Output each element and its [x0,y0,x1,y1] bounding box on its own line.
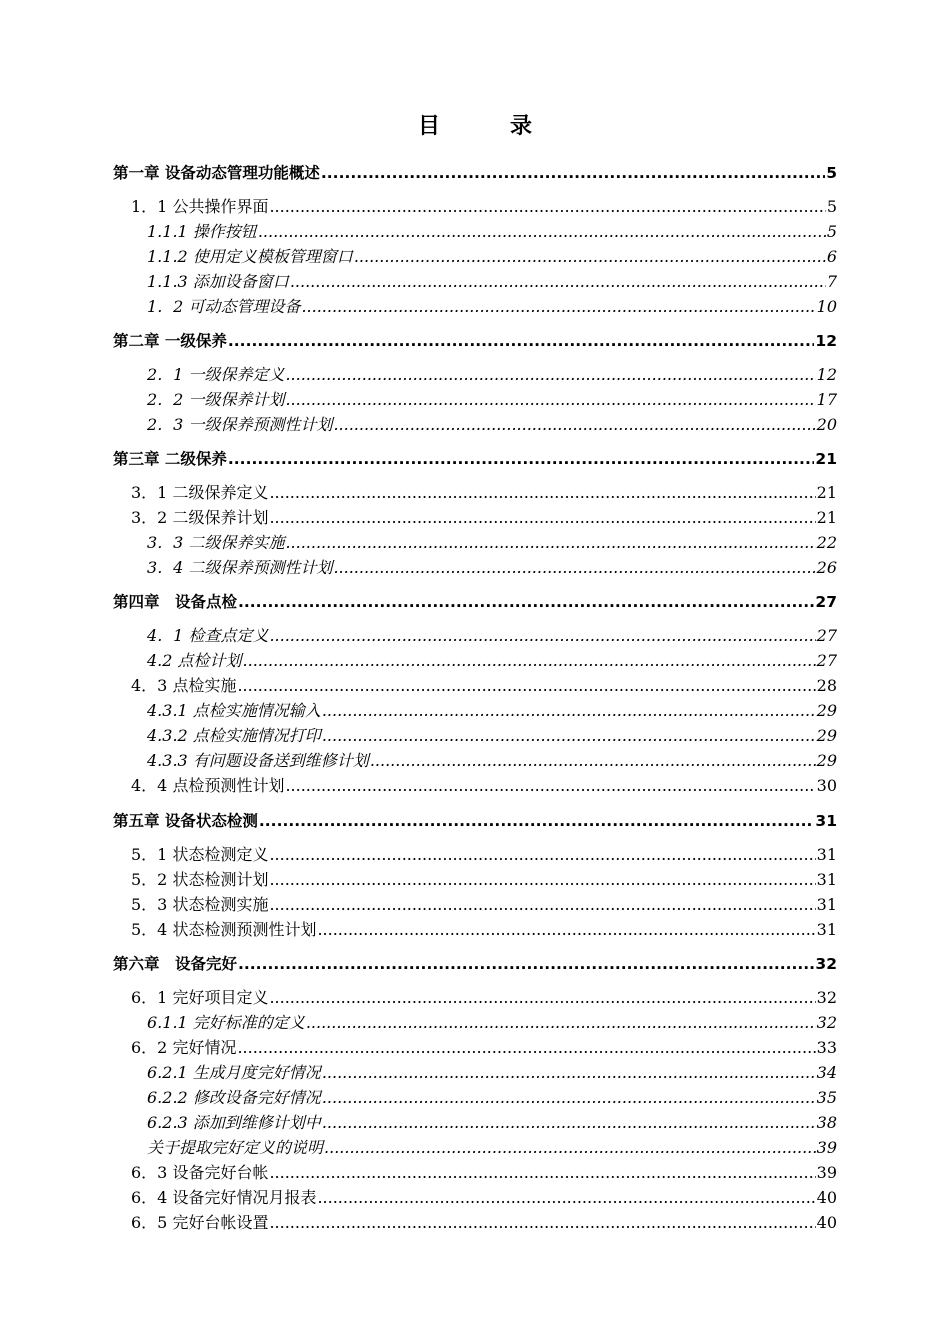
toc-page-number: 31 [816,845,837,864]
toc-entry-label: 4．1 检查点定义 [147,626,269,645]
dot-leader [322,1086,816,1110]
toc-chapter-entry[interactable] [113,809,837,833]
toc-section-entry[interactable] [147,1111,837,1135]
dot-leader [370,749,816,773]
toc-section-entry[interactable] [147,749,837,773]
toc-page-number: 31 [815,812,837,830]
dot-leader [228,329,815,353]
toc-entry-label: 4.3.2 点检实施情况打印 [147,726,321,745]
toc-page-number: 17 [816,390,837,409]
toc-page-number: 31 [816,895,837,914]
toc-chapter-entry[interactable] [113,447,837,471]
toc-entry-label: 3．1 二级保养定义 [131,483,269,502]
toc-page-number: 30 [816,776,837,795]
toc-section-entry[interactable] [131,986,837,1010]
toc-section-entry[interactable] [131,774,837,798]
toc-section-entry[interactable] [147,295,837,319]
toc-page-number: 10 [816,297,837,316]
toc-entry-label: 4.3.3 有问题设备送到维修计划 [147,751,369,770]
toc-entry-label: 4.3.1 点检实施情况输入 [147,701,321,720]
toc-entry-label: 第二章 一级保养 [113,332,227,350]
dot-leader [321,161,825,185]
toc-page-number: 31 [816,870,837,889]
toc-section-entry[interactable] [131,195,837,219]
dot-leader [354,245,826,269]
toc-section-entry[interactable] [147,724,837,748]
toc-section-entry[interactable] [131,843,837,867]
toc-chapter-entry[interactable] [113,952,837,976]
toc-entry-label: 6.2.2 修改设备完好情况 [147,1088,321,1107]
dot-leader [269,868,815,892]
dot-leader [259,809,815,833]
dot-leader [333,413,815,437]
toc-section-entry[interactable] [147,245,837,269]
toc-section-entry[interactable] [131,1186,837,1210]
toc-entry-label: 1．2 可动态管理设备 [147,297,301,316]
toc-section-entry[interactable] [147,1011,837,1035]
dot-leader [269,195,825,219]
toc-entry-label: 6.2.1 生成月度完好情况 [147,1063,321,1082]
toc-page-number: 39 [816,1138,837,1157]
toc-page-number: 21 [816,508,837,527]
dot-leader [238,952,814,976]
toc-page-number: 32 [816,988,837,1007]
dot-leader [269,1161,815,1185]
toc-entry-label: 5．3 状态检测实施 [131,895,269,914]
toc-entry-label: 3．3 二级保养实施 [147,533,285,552]
toc-section-entry[interactable] [131,918,837,942]
toc-page-number: 5 [826,197,837,216]
dot-leader [285,531,815,555]
toc-entry-label: 2．1 一级保养定义 [147,365,285,384]
toc-section-entry[interactable] [147,1136,837,1160]
toc-section-entry[interactable] [131,868,837,892]
toc-section-entry[interactable] [147,531,837,555]
dot-leader [322,1061,816,1085]
toc-section-entry[interactable] [131,506,837,530]
toc-entry-label: 6.1.1 完好标准的定义 [147,1013,305,1032]
toc-page-number: 26 [816,558,837,577]
dot-leader [258,220,826,244]
toc-page-number: 12 [815,332,837,350]
toc-section-entry[interactable] [147,388,837,412]
toc-entry-label: 1.1.1 操作按钮 [147,222,257,241]
dot-leader [269,1211,815,1235]
toc-section-entry[interactable] [131,1161,837,1185]
dot-leader [324,1136,816,1160]
toc-section-entry[interactable] [131,1036,837,1060]
dot-leader [269,481,815,505]
toc-entry-label: 2．2 一级保养计划 [147,390,285,409]
toc-page-number: 38 [816,1113,837,1132]
dot-leader [322,699,816,723]
toc-section-entry[interactable] [147,624,837,648]
dot-leader [322,1111,816,1135]
toc-page-number: 27 [816,651,837,670]
dot-leader [228,447,815,471]
page-title: 目 录 [417,114,556,139]
dot-leader [306,1011,816,1035]
toc-section-entry[interactable] [147,1061,837,1085]
toc-entry-label: 6．1 完好项目定义 [131,988,269,1007]
toc-page-number: 29 [816,751,837,770]
toc-entry-label: 关于提取完好定义的说明 [147,1138,324,1157]
dot-leader [317,1186,815,1210]
toc-chapter-entry[interactable] [113,329,837,353]
toc-entry-label: 4．3 点检实施 [131,676,237,695]
toc-chapter-entry[interactable] [113,590,837,614]
toc-entry-label: 6．3 设备完好台帐 [131,1163,269,1182]
toc-page-number: 40 [816,1213,837,1232]
toc-section-entry[interactable] [147,556,837,580]
toc-page-number: 32 [815,955,837,973]
dot-leader [285,388,815,412]
toc-section-entry[interactable] [147,1086,837,1110]
toc-page-number: 40 [816,1188,837,1207]
toc-page-number: 31 [816,920,837,939]
toc-page-number: 27 [816,626,837,645]
toc-entry-label: 5．4 状态检测预测性计划 [131,920,317,939]
toc-page-number: 21 [815,450,837,468]
toc-page-number: 39 [816,1163,837,1182]
toc-page-number: 29 [816,701,837,720]
toc-entry-label: 6．5 完好台帐设置 [131,1213,269,1232]
toc-entry-label: 5．2 状态检测计划 [131,870,269,889]
toc-page-number: 7 [826,272,837,291]
toc-entry-label: 4.2 点检计划 [147,651,242,670]
toc-entry-label: 1.1.2 使用定义模板管理窗口 [147,247,353,266]
toc-entry-label: 4．4 点检预测性计划 [131,776,285,795]
toc-page-number: 5 [826,222,837,241]
toc-page-number: 22 [816,533,837,552]
toc-section-entry[interactable] [131,674,837,698]
toc-entry-label: 第四章 设备点检 [113,593,238,611]
dot-leader [237,1036,815,1060]
dot-leader [322,724,816,748]
dot-leader [333,556,815,580]
toc-section-entry[interactable] [147,699,837,723]
toc-section-entry[interactable] [131,481,837,505]
dot-leader [269,624,815,648]
toc-page-number: 29 [816,726,837,745]
toc-entry-label: 第五章 设备状态检测 [113,812,258,830]
dot-leader [285,363,815,387]
dot-leader [285,774,815,798]
toc-entry-label: 2．3 一级保养预测性计划 [147,415,333,434]
toc-section-entry[interactable] [147,270,837,294]
toc-section-entry[interactable] [131,893,837,917]
toc-page-number: 28 [816,676,837,695]
toc-entry-label: 第三章 二级保养 [113,450,227,468]
toc-entry-label: 3．2 二级保养计划 [131,508,269,527]
dot-leader [237,674,815,698]
toc-chapter-entry[interactable] [113,161,837,185]
toc-page-number: 21 [816,483,837,502]
toc-page-number: 6 [826,247,837,266]
dot-leader [238,590,814,614]
toc-page-number: 12 [816,365,837,384]
toc-entry-label: 6．4 设备完好情况月报表 [131,1188,317,1207]
dot-leader [269,986,815,1010]
dot-leader [243,649,816,673]
dot-leader [269,506,815,530]
toc-section-entry[interactable] [147,413,837,437]
toc-entry-label: 1．1 公共操作界面 [131,197,269,216]
toc-entry-label: 5．1 状态检测定义 [131,845,269,864]
toc-entry-label: 第六章 设备完好 [113,955,238,973]
toc-page-number: 35 [816,1088,837,1107]
dot-leader [269,893,815,917]
toc-section-entry[interactable] [147,220,837,244]
toc-entry-label: 第一章 设备动态管理功能概述 [113,164,320,182]
dot-leader [290,270,826,294]
toc-page-number: 5 [826,164,837,182]
dot-leader [301,295,815,319]
toc-page-number: 32 [816,1013,837,1032]
toc-page-number: 20 [816,415,837,434]
dot-leader [269,843,815,867]
toc-entry-label: 3．4 二级保养预测性计划 [147,558,333,577]
toc-entry-label: 6.2.3 添加到维修计划中 [147,1113,321,1132]
toc-section-entry[interactable] [131,1211,837,1235]
toc-page-number: 33 [816,1038,837,1057]
dot-leader [317,918,815,942]
toc-entry-label: 6．2 完好情况 [131,1038,237,1057]
toc-section-entry[interactable] [147,363,837,387]
toc-page-number: 34 [816,1063,837,1082]
toc-section-entry[interactable] [147,649,837,673]
toc-page-number: 27 [815,593,837,611]
toc-entry-label: 1.1.3 添加设备窗口 [147,272,289,291]
